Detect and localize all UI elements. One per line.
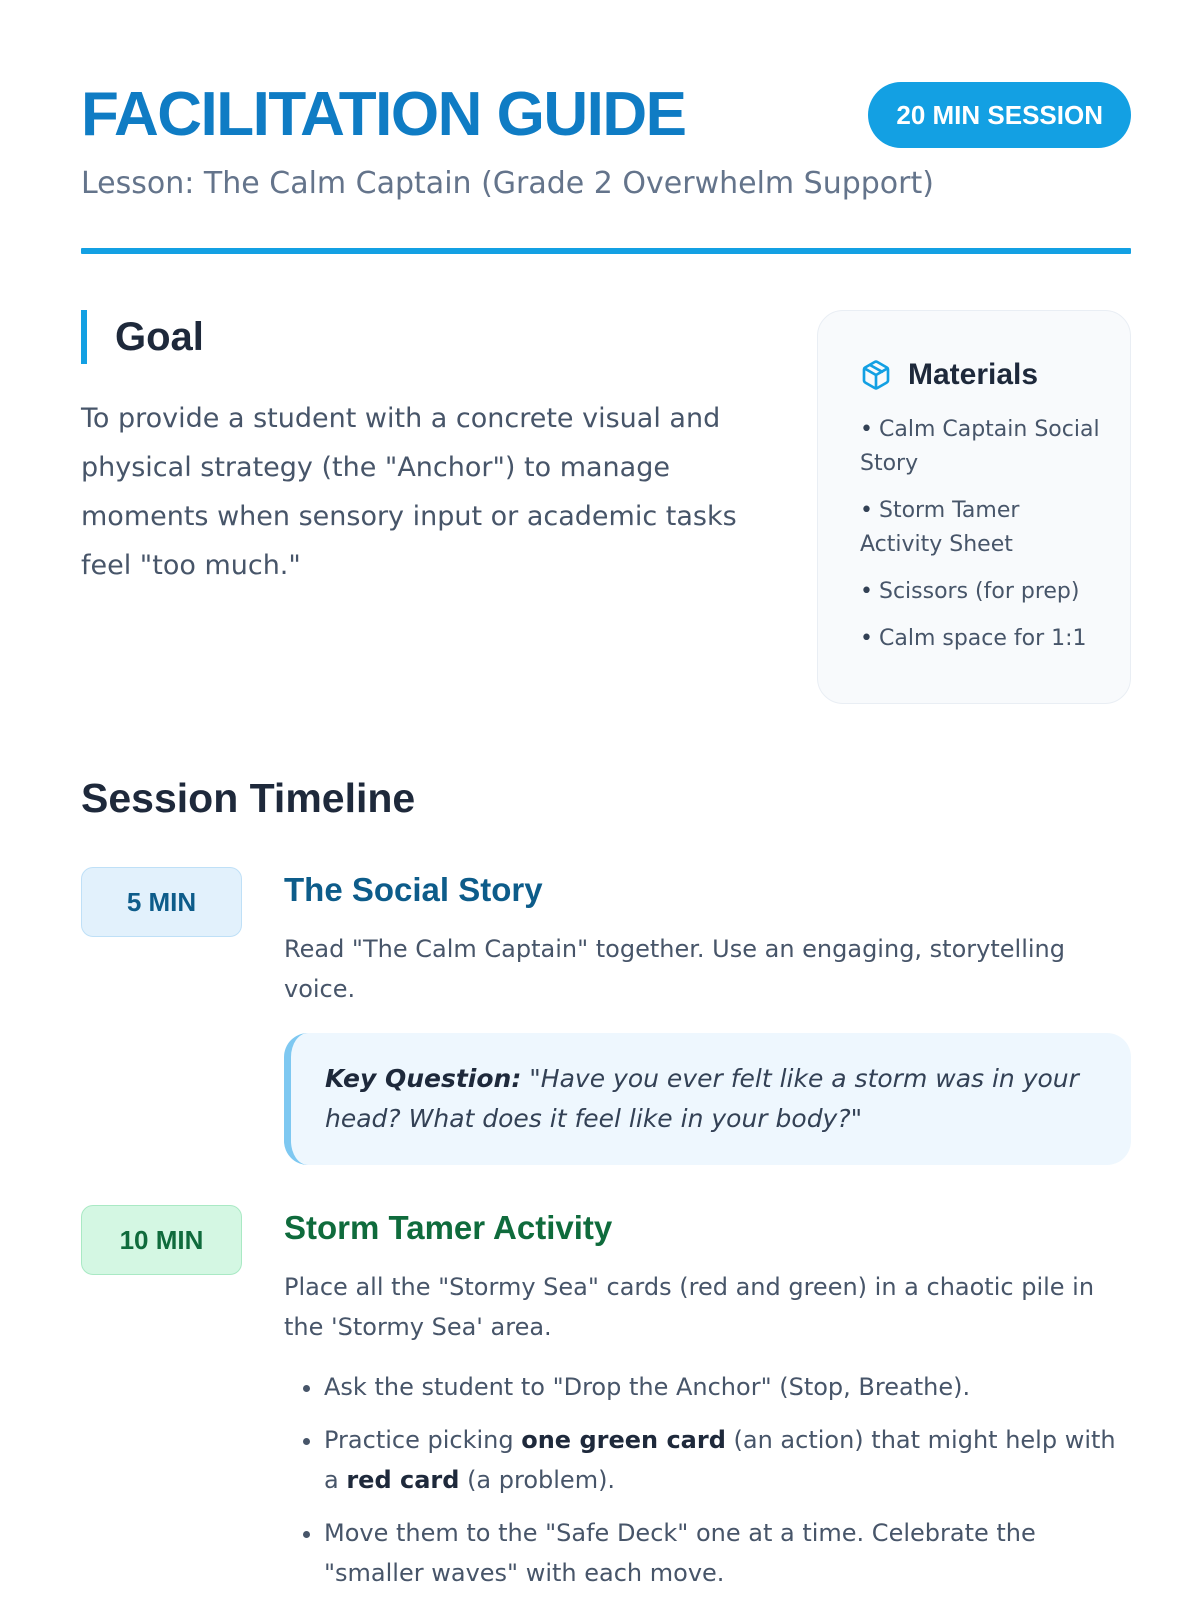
list-item [324,1513,1131,1593]
step-text: Read "The Calm Captain" together. Use an engaging, storytelling voice. [284,935,1065,1003]
materials-header [860,359,1104,391]
list-item-text: Practice picking [324,1426,522,1454]
list-item [324,1420,1131,1500]
list-item [324,1367,1131,1407]
list-item-text: Move them to the "Safe Deck" one at a time. Celebrate the "smaller waves" with each move. [324,1519,1036,1587]
list-item-text: Ask the student to "Drop the Anchor" (Stop, Breathe). [324,1373,971,1401]
goal-text: To provide a student with a concrete visual and physical strategy (the "Anchor") to manage moments when sensory input or academic tasks feel "too much." [81,403,737,581]
materials-item: • Calm Captain Social Story [860,413,1104,481]
list-item-text: (an action) that might help with a [324,1426,1116,1494]
key-question-label: Key Question: [325,1064,522,1093]
emphasis-red-card: red card [346,1466,460,1494]
timeline-heading: Session Timeline [81,775,416,821]
goal-section [81,310,741,590]
step-title: The Social Story [284,871,543,908]
key-question-callout [284,1033,1131,1165]
duration-tag: 5 MIN [81,867,242,937]
emphasis-green-card: one green card [521,1426,726,1454]
step-body [284,867,1131,1165]
package-icon [860,359,892,391]
key-question-text: "Have you ever felt like a storm was in your head? What does it feel like in your body?" [325,1064,1079,1133]
step-title: Storm Tamer Activity [284,1209,613,1246]
materials-card [817,310,1131,704]
page-title: FACILITATION GUIDE [81,80,686,149]
step-text: Place all the "Stormy Sea" cards (red and green) in a chaotic pile in the 'Stormy Sea' area. [284,1273,1095,1341]
facilitation-guide-page [81,0,1131,1587]
materials-title: Materials [908,358,1039,391]
session-length-badge: 20 MIN SESSION [868,82,1131,148]
materials-item: • Calm space for 1:1 [860,622,1104,656]
materials-item: • Storm Tamer Activity Sheet [860,494,1104,562]
step-body [284,1205,1131,1600]
list-item-text: (a problem). [459,1466,616,1494]
goal-heading: Goal [81,310,741,364]
duration-tag: 10 MIN [81,1205,242,1275]
materials-list [860,413,1104,656]
guide-header [81,0,1131,256]
materials-item: • Scissors (for prep) [860,575,1104,609]
header-divider [81,248,1131,254]
activity-steps-list [284,1367,1131,1593]
lesson-subtitle: Lesson: The Calm Captain (Grade 2 Overwhelm Support) [81,166,934,201]
